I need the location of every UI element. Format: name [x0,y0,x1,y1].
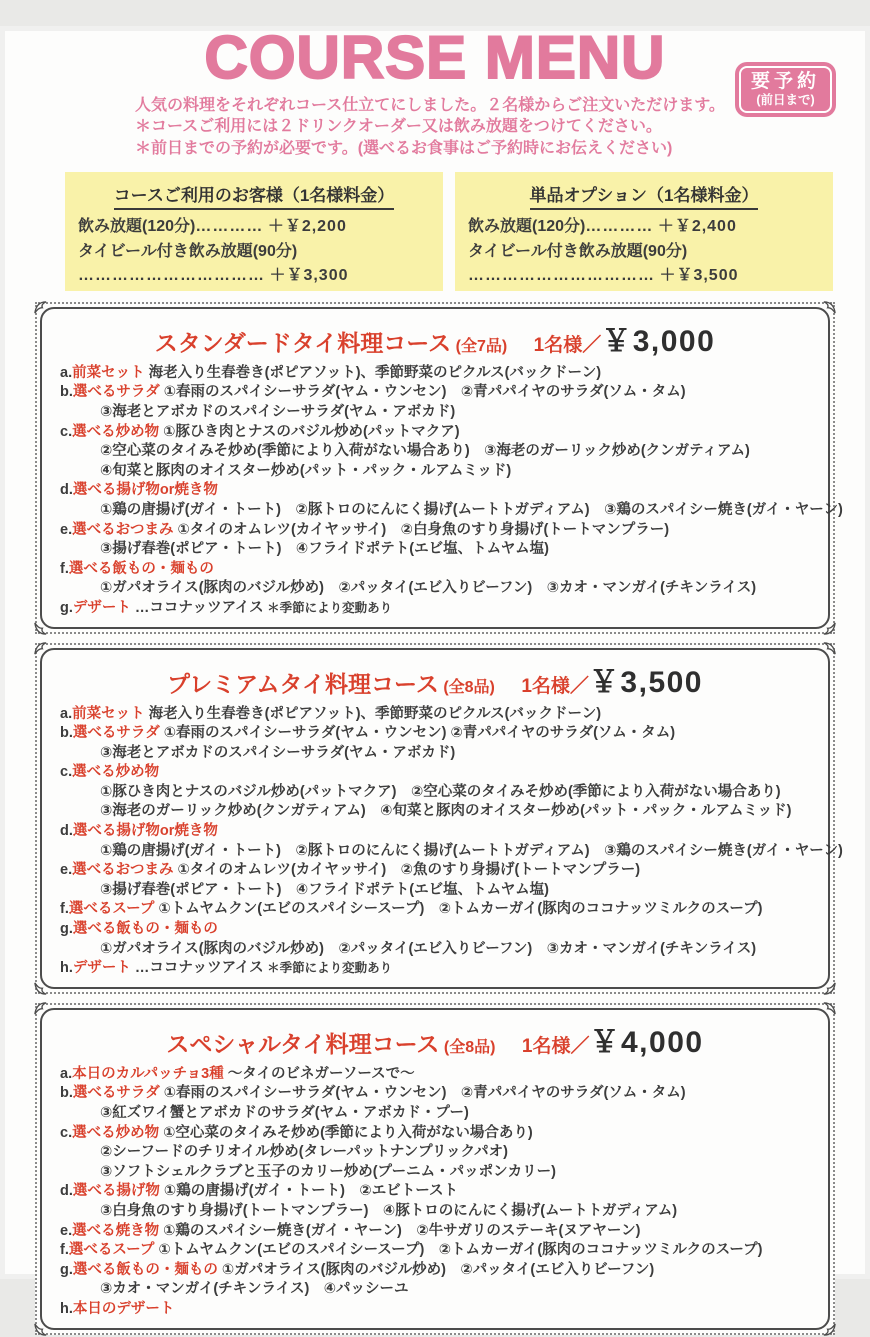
section-line [52,1241,818,1261]
section-inline: ①豚ひき肉とナスのバジル炒め(パットマクア) [159,423,460,440]
section-inline: ①ガパオライス(豚肉のバジル炒め) ②パッタイ(エビ入りビーフン) [217,1261,655,1278]
section-line [52,423,818,443]
dot-leader: …………………………… [78,267,265,285]
section-key: f. [60,901,69,918]
section-line [52,1065,818,1085]
section-label: 前菜セット [72,705,145,722]
section-label: 選べる飯もの・麺もの [72,1261,218,1278]
section-label: 前菜セット [72,364,145,381]
section-line [52,724,818,744]
course-box-premium [35,643,843,994]
section-subline: ②空心菜のタイみそ炒め(季節により入荷がない場合あり) ③海老のガーリック炒め(クンガティアム) [100,443,750,460]
section-subline: ③揚げ春巻(ポピア・トート) ④フライドポテト(エビ塩、トムヤム塩) [100,881,549,898]
section-key: f. [60,560,69,577]
section-inline: ①春雨のスパイシーサラダ(ヤム・ウンセン) ②青パパイヤのサラダ(ソム・タム) [159,1085,686,1102]
course-section [52,1065,818,1085]
section-inline: ①タイのオムレツ(カイヤッサイ) ②白身魚のすり身揚げ(トートマンプラー) [173,521,670,538]
course-count: (全8品) [443,678,495,696]
course-name: スタンダードタイ料理コース [154,329,452,356]
section-subline: ③海老とアボカドのスパイシーサラダ(ヤム・アボカド) [100,744,456,761]
corner-flourish-icon [822,1001,837,1016]
option-box-title: コースご利用のお客様（1名様料金） [114,181,395,210]
section-inline: ①トムヤムクン(エビのスパイシースープ) ②トムカーガイ(豚肉のココナッツミルクのスープ) [154,1242,763,1259]
reservation-badge-inner [739,66,832,113]
section-key: d. [60,1183,73,1200]
course-section [52,1300,818,1320]
course-name: スペシャルタイ料理コース [166,1030,440,1057]
corner-flourish-icon [822,621,837,636]
section-subline: ④旬菜と豚肉のオイスター炒め(パット・パック・ルアムミッド) [100,462,512,479]
section-label: 選べるサラダ [72,1085,160,1102]
corner-flourish-icon [822,1322,837,1337]
section-key: e. [60,521,73,538]
section-inline: ①鶏のスパイシー焼き(ガイ・ヤーン) ②牛サガリのステーキ(ヌアヤーン) [159,1222,641,1239]
option-label: タイビール付き飲み放題(90分) [78,242,298,260]
section-subline: ③カオ・マンガイ(チキンライス) ④パッシーユ [100,1281,409,1298]
section-label: 選べる飯もの・麺もの [72,921,218,938]
section-key: g. [60,1261,73,1278]
option-price: ＋￥2,200 [267,217,347,235]
course-section [52,900,818,920]
section-label: 選べる炒め物 [72,423,160,440]
section-subline: ①鶏の唐揚げ(ガイ・トート) ②豚トロのにんにく揚げ(ムートトガディアム) ③鶏のスパイシー焼き(ガイ・ヤーン) [100,842,843,859]
section-label: 選べる揚げ物or焼き物 [72,482,218,499]
course-price: ￥3,000 [601,324,716,358]
section-label: 選べるスープ [68,901,155,918]
section-label: 選べるサラダ [72,384,160,401]
section-line [52,822,818,842]
section-key: c. [60,1124,73,1141]
option-row [468,264,820,289]
section-label: 本日のデザート [72,1300,175,1317]
section-inline: ①空心菜のタイみそ炒め(季節により入荷がない場合あり) [159,1124,533,1141]
section-label: 選べる飯もの・麺もの [68,560,214,577]
course-count: (全8品) [443,1038,496,1056]
dot-leader: ………… [195,217,264,235]
section-subline: ③ソフトシェルクラブと玉子のカリー炒め(プーニム・パッポンカリー) [100,1163,556,1180]
section-key: g. [60,921,73,938]
course-price: ￥3,500 [588,665,703,699]
section-line [52,900,818,920]
section-label: 選べるおつまみ [72,862,174,879]
section-subline: ①豚ひき肉とナスのバジル炒め(パットマクア) ②空心菜のタイみそ炒め(季節により入荷がない場合あり) [100,783,781,800]
section-label: 選べる炒め物 [72,764,160,781]
section-key: b. [60,725,73,742]
section-key: e. [60,862,73,879]
dot-leader: ………… [585,217,654,235]
course-serving: 1名様／ [521,675,589,697]
section-label: 本日のカルパッチョ3種 [72,1065,224,1082]
section-line [52,383,818,403]
section-line [52,481,818,501]
section-inline: ①春雨のスパイシーサラダ(ヤム・ウンセン) ②青パパイヤのサラダ(ソム・タム) [159,725,676,742]
section-key: d. [60,482,73,499]
section-inline: ①春雨のスパイシーサラダ(ヤム・ウンセン) ②青パパイヤのサラダ(ソム・タム) [159,384,686,401]
section-subline: ③白身魚のすり身揚げ(トートマンプラー) ④豚トロのにんにく揚げ(ムートトガディアム) [100,1202,678,1219]
section-subline: ①ガパオライス(豚肉のバジル炒め) ②パッタイ(エビ入りビーフン) ③カオ・マンガイ(チキンライス) [100,580,757,597]
dot-leader: …………………………… [468,267,655,285]
section-key: a. [60,1065,73,1082]
course-section [52,1084,818,1123]
section-label: デザート [72,960,131,977]
section-subline: ②シーフードのチリオイル炒め(タレーパットナンプリックパオ) [100,1144,508,1161]
intro-line: 人気の料理をそれぞれコース仕立てにしました。２名様からご注文いただけます。 [135,97,725,114]
course-sections [52,364,843,619]
option-box-single-option [455,172,833,291]
section-line [52,705,818,725]
section-label: 選べる焼き物 [72,1222,160,1239]
corner-flourish-icon [33,300,48,315]
course-section [52,724,818,763]
option-row [468,240,820,265]
section-key: a. [60,364,73,381]
section-subline: ③揚げ春巻(ポピア・トート) ④フライドポテト(エビ塩、トムヤム塩) [100,541,549,558]
section-label: 選べるおつまみ [72,521,174,538]
corner-flourish-icon [822,641,837,656]
section-line [52,920,818,940]
corner-flourish-icon [33,621,48,636]
section-key: a. [60,705,73,722]
section-key: g. [60,599,73,616]
section-note: ＊季節により変動あり [263,600,393,615]
option-price: ＋￥2,400 [657,217,737,235]
section-subline: ③海老のガーリック炒め(クンガティアム) ④旬菜と豚肉のオイスター炒め(パット・パック・ルアムミッド) [100,803,792,820]
intro-line: ＊前日までの予約が必要です。(選べるお食事はご予約時にお伝えください) [135,139,673,157]
section-inline: 〜タイのビネガーソースで〜 [223,1065,415,1082]
course-section [52,423,818,482]
intro-line: ＊コースご利用には２ドリンクオーダー又は飲み放題をつけてください。 [135,118,662,136]
course-title [52,657,818,701]
option-price: ＋￥3,500 [659,267,739,285]
section-line [52,1182,818,1202]
section-line [52,1300,818,1320]
option-row [468,215,820,240]
course-box-standard [35,302,843,634]
reservation-badge [735,62,836,117]
corner-flourish-icon [33,981,48,996]
course-sections [52,705,843,979]
corner-flourish-icon [33,1001,48,1016]
section-key: b. [60,1085,73,1102]
section-label: 選べるサラダ [72,725,160,742]
section-inline: …ココナッツアイス [130,599,264,616]
section-line [52,861,818,881]
section-note: ＊季節により変動あり [263,961,393,976]
option-boxes [65,172,835,291]
course-box-frame [40,307,843,629]
option-label: 飲み放題(120分) [78,217,196,235]
course-section [52,560,818,599]
section-line [52,364,818,384]
section-key: h. [60,960,73,977]
section-line [52,959,818,979]
section-subline: ①ガパオライス(豚肉のバジル炒め) ②パッタイ(エビ入りビーフン) ③カオ・マンガイ(チキンライス) [100,940,757,957]
section-subline: ③海老とアボカドのスパイシーサラダ(ヤム・アボカド) [100,403,456,420]
course-section [52,1182,818,1221]
section-line [52,1261,818,1281]
reservation-badge-line2: (前日まで) [756,92,815,107]
section-line [52,1084,818,1104]
option-box-course-guests [65,172,443,291]
section-key: b. [60,384,73,401]
section-label: 選べる炒め物 [72,1124,160,1141]
course-box-frame [40,1008,830,1330]
course-title [52,1017,818,1061]
section-key: h. [60,1300,73,1317]
section-line [52,1124,818,1144]
option-label: タイビール付き飲み放題(90分) [468,242,688,260]
corner-flourish-icon [33,641,48,656]
course-box-special [35,1003,835,1335]
option-row [78,215,430,240]
course-section [52,481,843,520]
course-section [52,1241,818,1261]
section-key: f. [60,1242,69,1259]
course-price: ￥4,000 [589,1025,704,1059]
course-name: プレミアムタイ料理コース [167,670,439,697]
course-section [52,383,818,422]
course-section [52,959,818,979]
section-inline: 海老入り生春巻き(ポピアソット)、季節野菜のピクルス(バックドーン) [144,364,602,381]
course-section [52,763,818,822]
section-inline: …ココナッツアイス [130,960,264,977]
section-key: d. [60,823,73,840]
course-section [52,822,843,861]
section-inline: ①鶏の唐揚げ(ガイ・トート) ②エビトースト [159,1183,458,1200]
section-inline: 海老入り生春巻き(ポピアソット)、季節野菜のピクルス(バックドーン) [144,705,602,722]
section-line [52,599,818,619]
course-section [52,920,818,959]
reservation-badge-line1: 要予約 [750,71,820,92]
course-section [52,861,818,900]
course-section [52,1222,818,1242]
option-box-title: 単品オプション（1名様料金） [530,181,759,210]
section-key: c. [60,423,73,440]
course-section [52,521,818,560]
option-price: ＋￥3,300 [269,267,349,285]
section-line [52,1222,818,1242]
course-section [52,599,818,619]
course-serving: 1名様／ [533,334,602,356]
corner-flourish-icon [822,300,837,315]
section-key: e. [60,1222,73,1239]
section-label: デザート [72,599,131,616]
course-serving: 1名様／ [521,1035,590,1057]
section-line [52,521,818,541]
course-list [35,302,843,1335]
course-box-frame [40,648,843,989]
section-key: c. [60,764,73,781]
section-line [52,763,818,783]
course-section [52,705,818,725]
menu-page [0,24,870,1317]
option-row [78,264,430,289]
corner-flourish-icon [822,981,837,996]
section-label: 選べる揚げ物or焼き物 [72,823,218,840]
section-subline: ③紅ズワイ蟹とアボカドのサラダ(ヤム・アボカド・プー) [100,1105,469,1122]
section-label: 選べる揚げ物 [72,1183,160,1200]
section-line [52,560,818,580]
course-title [52,316,818,360]
option-label: 飲み放題(120分) [468,217,586,235]
section-subline: ①鶏の唐揚げ(ガイ・トート) ②豚トロのにんにく揚げ(ムートトガディアム) ③鶏のスパイシー焼き(ガイ・ヤーン) [100,501,843,518]
page-title: COURSE MENU [204,24,666,91]
section-label: 選べるスープ [68,1242,155,1259]
course-section [52,364,818,384]
section-inline: ①タイのオムレツ(カイヤッサイ) ②魚のすり身揚げ(トートマンプラー) [173,862,641,879]
course-section [52,1124,818,1183]
option-row [78,240,430,265]
corner-flourish-icon [33,1322,48,1337]
course-sections [52,1065,818,1320]
section-inline: ①トムヤムクン(エビのスパイシースープ) ②トムカーガイ(豚肉のココナッツミルクのスープ) [154,901,763,918]
course-count: (全7品) [455,337,508,355]
course-section [52,1261,818,1300]
